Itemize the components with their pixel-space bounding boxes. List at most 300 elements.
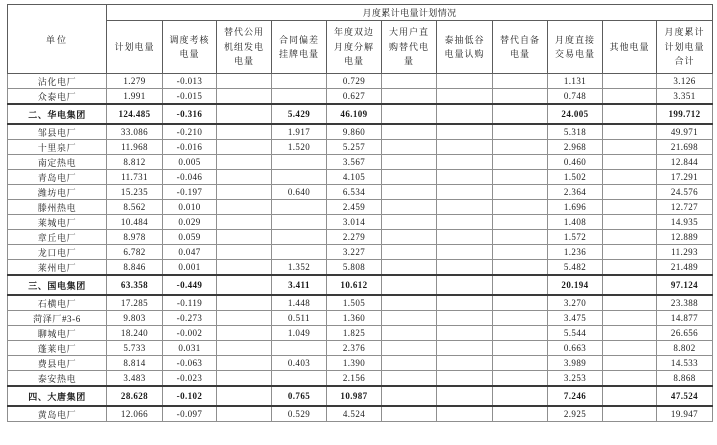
value-cell [217,245,272,260]
value-cell: 1.279 [107,74,163,89]
value-cell [217,260,272,276]
value-cell [217,326,272,341]
group-row [8,275,713,295]
value-cell [217,124,272,140]
value-cell: 24.576 [657,185,713,200]
value-cell [603,386,657,406]
value-cell: -0.119 [163,295,217,311]
unit-cell: 黄岛电厂 [8,406,107,422]
value-cell: 9.860 [327,124,382,140]
value-cell: 17.291 [657,170,713,185]
value-cell [272,200,327,215]
table-row [8,124,713,140]
value-cell: 0.031 [163,341,217,356]
value-cell: 1.236 [548,245,603,260]
table-row [8,140,713,155]
value-cell [272,245,327,260]
value-cell: 5.257 [327,140,382,155]
value-cell: -0.210 [163,124,217,140]
value-cell: 0.460 [548,155,603,170]
column-header-contract-deviation: 合同偏差挂牌电量 [272,21,327,74]
value-cell: 1.502 [548,170,603,185]
value-cell: 63.358 [107,275,163,295]
value-cell: -0.023 [163,371,217,387]
unit-cell: 沾化电厂 [8,74,107,89]
value-cell [493,371,548,387]
table-header [8,5,713,74]
table-row [8,155,713,170]
column-header-substitute-public-unit: 替代公用机组发电电量 [217,21,272,74]
value-cell: 3.270 [548,295,603,311]
value-cell: -0.016 [163,140,217,155]
value-cell [437,386,493,406]
value-cell: 0.029 [163,215,217,230]
unit-cell: 潍坊电厂 [8,185,107,200]
value-cell [493,124,548,140]
value-cell [603,311,657,326]
value-cell [603,89,657,105]
value-cell: 0.403 [272,356,327,371]
unit-cell: 四、大唐集团 [8,386,107,406]
table-row [8,341,713,356]
value-cell [437,89,493,105]
value-cell: 12.066 [107,406,163,422]
value-cell [382,200,437,215]
value-cell [382,245,437,260]
value-cell: 3.989 [548,356,603,371]
table-row [8,406,713,422]
value-cell [603,406,657,422]
value-cell: 6.534 [327,185,382,200]
value-cell [437,74,493,89]
table-row [8,170,713,185]
value-cell [437,104,493,124]
value-cell [603,185,657,200]
value-cell [437,356,493,371]
value-cell [603,230,657,245]
value-cell: 1.390 [327,356,382,371]
table-row [8,260,713,276]
value-cell [382,371,437,387]
value-cell: 3.475 [548,311,603,326]
value-cell [382,104,437,124]
value-cell [382,275,437,295]
value-cell [437,326,493,341]
value-cell: 28.628 [107,386,163,406]
value-cell [437,275,493,295]
value-cell [382,326,437,341]
column-header-annual-bilateral: 年度双边月度分解电量 [327,21,382,74]
value-cell: 1.991 [107,89,163,105]
value-cell: 14.935 [657,215,713,230]
value-cell [493,104,548,124]
column-header-other: 其他电量 [603,21,657,74]
value-cell: 97.124 [657,275,713,295]
value-cell [603,371,657,387]
value-cell: 1.352 [272,260,327,276]
column-header-row [8,21,713,74]
value-cell: 11.293 [657,245,713,260]
value-cell [217,230,272,245]
value-cell [493,140,548,155]
value-cell [437,295,493,311]
value-cell: 11.968 [107,140,163,155]
value-cell [603,275,657,295]
unit-cell: 莱城电厂 [8,215,107,230]
value-cell [382,260,437,276]
value-cell: 0.748 [548,89,603,105]
value-cell [493,230,548,245]
value-cell: 10.484 [107,215,163,230]
value-cell: 1.917 [272,124,327,140]
value-cell: 9.803 [107,311,163,326]
value-cell [217,275,272,295]
value-cell: 11.731 [107,170,163,185]
value-cell [272,230,327,245]
unit-cell: 菏泽厂#3-6 [8,311,107,326]
unit-column-header: 单位 [8,5,107,74]
value-cell [493,155,548,170]
value-cell [493,341,548,356]
value-cell [217,215,272,230]
value-cell [437,215,493,230]
value-cell [382,155,437,170]
unit-cell: 南定热电 [8,155,107,170]
value-cell [603,170,657,185]
value-cell: -0.002 [163,326,217,341]
value-cell: 12.727 [657,200,713,215]
value-cell: 8.846 [107,260,163,276]
value-cell: 0.047 [163,245,217,260]
value-cell [493,386,548,406]
value-cell [437,170,493,185]
value-cell [382,89,437,105]
column-header-pumped-storage-valley: 泰抽低谷电量认购 [437,21,493,74]
value-cell: 33.086 [107,124,163,140]
table-row [8,215,713,230]
value-cell: 3.411 [272,275,327,295]
value-cell: 0.627 [327,89,382,105]
value-cell: 5.733 [107,341,163,356]
value-cell: 2.376 [327,341,382,356]
value-cell [217,200,272,215]
value-cell [217,406,272,422]
table-row [8,245,713,260]
value-cell [437,341,493,356]
value-cell: 4.524 [327,406,382,422]
value-cell [437,260,493,276]
value-cell [272,341,327,356]
value-cell: -0.063 [163,356,217,371]
value-cell: 46.109 [327,104,382,124]
value-cell [382,386,437,406]
value-cell [493,170,548,185]
value-cell: 12.844 [657,155,713,170]
table-row [8,185,713,200]
value-cell: 3.483 [107,371,163,387]
value-cell [603,200,657,215]
value-cell: 3.567 [327,155,382,170]
group-row [8,104,713,124]
value-cell: -0.273 [163,311,217,326]
value-cell [493,356,548,371]
value-cell [493,260,548,276]
column-header-dispatch-assessment: 调度考核电量 [163,21,217,74]
unit-cell: 二、华电集团 [8,104,107,124]
unit-cell: 三、国电集团 [8,275,107,295]
value-cell [217,155,272,170]
value-cell: 8.562 [107,200,163,215]
value-cell: 0.765 [272,386,327,406]
value-cell [382,185,437,200]
value-cell [603,326,657,341]
value-cell: 0.059 [163,230,217,245]
value-cell [603,341,657,356]
value-cell: 17.285 [107,295,163,311]
value-cell: 6.782 [107,245,163,260]
unit-cell: 泰安热电 [8,371,107,387]
value-cell [272,155,327,170]
value-cell [437,245,493,260]
value-cell: 19.947 [657,406,713,422]
value-cell: 49.971 [657,124,713,140]
value-cell [217,386,272,406]
value-cell: 23.388 [657,295,713,311]
value-cell [437,230,493,245]
value-cell [382,356,437,371]
value-cell [603,356,657,371]
value-cell: 8.802 [657,341,713,356]
value-cell: 0.640 [272,185,327,200]
value-cell [493,185,548,200]
value-cell [437,124,493,140]
value-cell [493,215,548,230]
value-cell: 14.877 [657,311,713,326]
unit-cell: 龙口电厂 [8,245,107,260]
value-cell [603,74,657,89]
value-cell: 0.005 [163,155,217,170]
value-cell: 8.812 [107,155,163,170]
unit-cell: 蓬莱电厂 [8,341,107,356]
unit-cell: 滕州热电 [8,200,107,215]
value-cell [382,170,437,185]
value-cell [217,140,272,155]
value-cell: 3.014 [327,215,382,230]
value-cell [272,371,327,387]
value-cell: 2.968 [548,140,603,155]
value-cell: 5.808 [327,260,382,276]
value-cell: 0.663 [548,341,603,356]
value-cell: -0.046 [163,170,217,185]
value-cell: 1.131 [548,74,603,89]
value-cell: 124.485 [107,104,163,124]
value-cell [272,89,327,105]
value-cell [217,89,272,105]
value-cell [272,215,327,230]
value-cell: 199.712 [657,104,713,124]
value-cell [217,74,272,89]
value-cell: -0.013 [163,74,217,89]
unit-cell: 众泰电厂 [8,89,107,105]
value-cell [493,275,548,295]
span-header-row [8,5,713,21]
value-cell [382,230,437,245]
value-cell [493,295,548,311]
value-cell: 2.459 [327,200,382,215]
value-cell: 0.001 [163,260,217,276]
value-cell: 5.482 [548,260,603,276]
value-cell: 3.351 [657,89,713,105]
value-cell [382,406,437,422]
value-cell: -0.449 [163,275,217,295]
value-cell [382,140,437,155]
value-cell: 8.868 [657,371,713,387]
value-cell: 10.987 [327,386,382,406]
value-cell: 0.729 [327,74,382,89]
value-cell: -0.102 [163,386,217,406]
value-cell: -0.197 [163,185,217,200]
value-cell [217,311,272,326]
value-cell [437,200,493,215]
value-cell [217,104,272,124]
value-cell: 47.524 [657,386,713,406]
value-cell [493,326,548,341]
value-cell [217,170,272,185]
value-cell: 3.227 [327,245,382,260]
value-cell: 0.010 [163,200,217,215]
monthly-cumulative-plan-table [7,4,713,422]
unit-cell: 十里泉厂 [8,140,107,155]
value-cell [382,311,437,326]
value-cell [217,356,272,371]
unit-cell: 莱州电厂 [8,260,107,276]
value-cell: 8.978 [107,230,163,245]
column-header-planned: 计划电量 [107,21,163,74]
value-cell: 18.240 [107,326,163,341]
value-cell: 20.194 [548,275,603,295]
value-cell: 3.126 [657,74,713,89]
value-cell [437,185,493,200]
table-row [8,356,713,371]
value-cell [437,371,493,387]
value-cell [437,155,493,170]
value-cell: 8.814 [107,356,163,371]
value-cell [272,74,327,89]
value-cell: 5.429 [272,104,327,124]
value-cell [217,295,272,311]
value-cell: 1.572 [548,230,603,245]
value-cell [437,140,493,155]
value-cell [272,170,327,185]
value-cell: 5.318 [548,124,603,140]
value-cell: 12.889 [657,230,713,245]
value-cell [382,295,437,311]
column-header-monthly-direct-trade: 月度直接交易电量 [548,21,603,74]
table-row [8,371,713,387]
table-row [8,326,713,341]
value-cell [217,371,272,387]
value-cell: 21.489 [657,260,713,276]
value-cell [603,245,657,260]
unit-cell: 邹县电厂 [8,124,107,140]
unit-cell: 章丘电厂 [8,230,107,245]
value-cell: -0.316 [163,104,217,124]
table-row [8,295,713,311]
value-cell: 21.698 [657,140,713,155]
value-cell: 2.156 [327,371,382,387]
unit-cell: 石横电厂 [8,295,107,311]
value-cell: 0.511 [272,311,327,326]
value-cell: 3.253 [548,371,603,387]
value-cell [493,74,548,89]
value-cell: 1.696 [548,200,603,215]
table-row [8,89,713,105]
value-cell: 2.364 [548,185,603,200]
value-cell: 14.533 [657,356,713,371]
value-cell [603,260,657,276]
value-cell [217,341,272,356]
unit-cell: 聊城电厂 [8,326,107,341]
value-cell: 0.529 [272,406,327,422]
value-cell [382,341,437,356]
value-cell [603,295,657,311]
value-cell: 1.520 [272,140,327,155]
value-cell: 1.408 [548,215,603,230]
value-cell [603,155,657,170]
value-cell: 10.612 [327,275,382,295]
table-row [8,311,713,326]
span-header: 月度累计电量计划情况 [107,5,713,21]
unit-cell: 青岛电厂 [8,170,107,185]
table-body [8,74,713,422]
value-cell [603,140,657,155]
value-cell [493,406,548,422]
value-cell [382,124,437,140]
value-cell: 15.235 [107,185,163,200]
value-cell [603,215,657,230]
value-cell [493,89,548,105]
table-row [8,200,713,215]
value-cell: 7.246 [548,386,603,406]
value-cell: 24.005 [548,104,603,124]
column-header-large-user-direct: 大用户直购替代电量 [382,21,437,74]
value-cell: 1.360 [327,311,382,326]
value-cell: 1.448 [272,295,327,311]
table-row [8,230,713,245]
column-header-substitute-self-supply: 替代自备电量 [493,21,548,74]
value-cell: -0.015 [163,89,217,105]
value-cell: 5.544 [548,326,603,341]
value-cell [382,215,437,230]
value-cell [603,124,657,140]
value-cell [437,406,493,422]
table-row [8,74,713,89]
value-cell [603,104,657,124]
value-cell [437,311,493,326]
value-cell: 4.105 [327,170,382,185]
value-cell: 1.505 [327,295,382,311]
value-cell: 2.925 [548,406,603,422]
value-cell [493,311,548,326]
value-cell: 26.656 [657,326,713,341]
column-header-total: 月度累计计划电量合计 [657,21,713,74]
value-cell [493,245,548,260]
value-cell: 1.049 [272,326,327,341]
value-cell: 1.825 [327,326,382,341]
value-cell [382,74,437,89]
value-cell: -0.097 [163,406,217,422]
group-row [8,386,713,406]
